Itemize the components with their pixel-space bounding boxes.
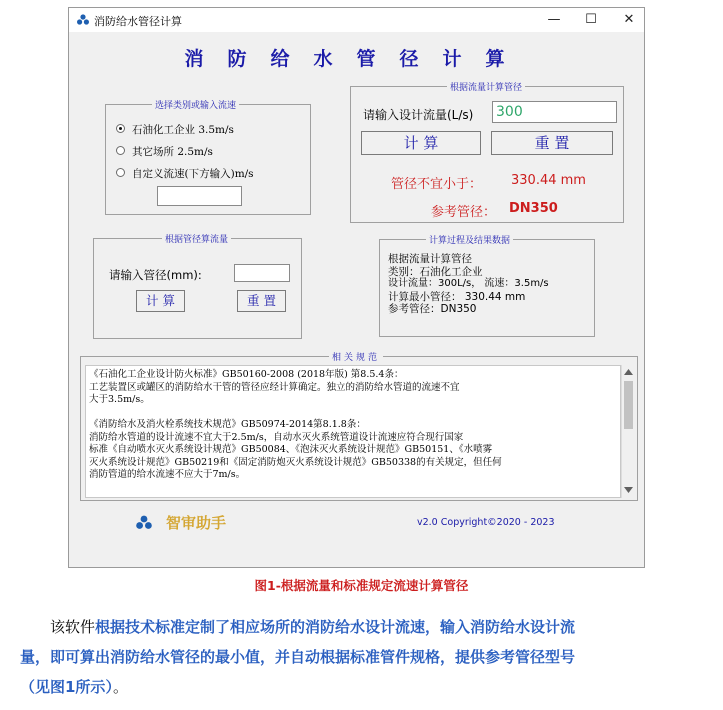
brand-name: 智审助手: [166, 514, 227, 532]
brand-logo-icon: [135, 514, 153, 531]
radio-option-custom[interactable]: [116, 166, 306, 180]
select-category-group: [105, 101, 311, 215]
select-category-legend: 选择类别或输入流速: [152, 98, 239, 111]
standards-line: 工艺装置区或罐区的消防给水干管的管径应经计算确定。独立的消防给水管道的流速不宜: [89, 381, 460, 393]
custom-velocity-input[interactable]: [157, 186, 242, 206]
radio-option-other[interactable]: [116, 144, 306, 158]
scroll-up-icon[interactable]: [624, 369, 633, 375]
radio-label: 石油化工企业 3.5m/s: [132, 124, 234, 136]
process-result-group: [379, 236, 595, 337]
window-title: 消防给水管径计算: [94, 15, 182, 28]
description-intro: 该软件: [50, 618, 96, 636]
standards-line: 大于3.5m/s。: [89, 394, 150, 405]
diameter-reset-button[interactable]: 重 置: [237, 290, 286, 312]
radio-option-petrochemical[interactable]: [116, 122, 306, 136]
standards-scrollbar[interactable]: [621, 365, 635, 498]
description-line-1: [50, 612, 575, 642]
figure-caption: 图1-根据流量和标准规定流速计算管径: [254, 578, 469, 593]
flow-reset-button[interactable]: 重 置: [491, 131, 613, 155]
app-heading: 消防给水管径计算: [184, 48, 529, 70]
radio-button[interactable]: [116, 124, 125, 133]
app-window: [68, 7, 645, 568]
flow-calc-group: [350, 83, 624, 223]
description-highlight-1: 根据技术标准定制了相应场所的消防给水设计流速，输入消防给水设计流: [95, 618, 576, 636]
minimize-button[interactable]: —: [547, 12, 561, 27]
scroll-thumb[interactable]: [624, 381, 633, 429]
process-line: 类别：石油化工企业: [388, 265, 483, 278]
standards-line: 消防管道的给水流速不应大于7m/s。: [89, 469, 246, 480]
standards-line: 《消防给水及消火栓系统技术规范》GB50974-2014第8.1.8条：: [89, 419, 366, 430]
diameter-input-label: 请输入管径(mm):: [109, 268, 202, 282]
process-line: 设计流量：300L/s， 流速：3.5m/s: [388, 278, 549, 289]
diameter-calc-group: [93, 235, 302, 339]
diameter-calc-legend: 根据管径算流量: [162, 232, 231, 245]
standards-group: [80, 353, 638, 501]
flow-calc-legend: 根据流量计算管径: [447, 80, 525, 93]
radio-button[interactable]: [116, 168, 125, 177]
close-button[interactable]: ✕: [623, 12, 635, 27]
result-min-label: 管径不宜小于：: [391, 177, 483, 192]
result-ref-value: DN350: [509, 201, 558, 216]
flow-input-label: 请输入设计流量(L/s): [363, 108, 474, 122]
description-line-2: [20, 642, 575, 672]
radio-label: 自定义流速(下方输入)m/s: [132, 168, 254, 180]
description-highlight-3: （见图1所示）: [20, 678, 113, 696]
radio-button[interactable]: [116, 146, 125, 155]
app-logo-icon: [76, 13, 90, 27]
standards-line: 消防给水管道的设计流速不宜大于2.5m/s，自动水灭火系统管道设计流速应符合现行国家: [89, 431, 464, 443]
standards-line: 灭火系统设计规范》GB50219和《固定消防炮灭火系统设计规范》GB50338的有关规定，但任何: [89, 456, 502, 468]
description-end: 。: [112, 678, 128, 696]
result-ref-label: 参考管径：: [431, 205, 497, 220]
standards-text-area[interactable]: [85, 365, 621, 498]
diameter-calc-button[interactable]: 计 算: [136, 290, 185, 312]
process-line: 参考管径：DN350: [388, 303, 477, 315]
radio-label: 其它场所 2.5m/s: [132, 146, 213, 158]
standards-line: 《石油化工企业设计防火标准》GB50160-2008 (2018年版) 第8.5.4条：: [89, 369, 404, 380]
title-bar: [69, 8, 644, 32]
process-result-legend: 计算过程及结果数据: [426, 233, 513, 246]
description-line-3: [20, 672, 128, 702]
version-copyright: v2.0 Copyright©2020 - 2023: [417, 517, 555, 528]
result-min-value: 330.44 mm: [511, 173, 586, 188]
description-highlight-2: 量，即可算出消防给水管径的最小值，并自动根据标准管件规格，提供参考管径型号: [20, 648, 576, 666]
standards-legend: 相关规范: [329, 350, 383, 363]
process-line: 根据流量计算管径: [388, 253, 472, 265]
maximize-button[interactable]: ☐: [585, 12, 597, 27]
process-line: 计算最小管径： 330.44 mm: [388, 290, 526, 303]
diameter-input[interactable]: [234, 264, 290, 282]
flow-input[interactable]: 300: [492, 101, 617, 123]
scroll-down-icon[interactable]: [624, 487, 633, 493]
flow-calc-button[interactable]: 计 算: [361, 131, 481, 155]
standards-line: 标准《自动喷水灭火系统设计规范》GB50084、《泡沫灭火系统设计规范》GB50151、《水喷雾: [89, 444, 493, 455]
